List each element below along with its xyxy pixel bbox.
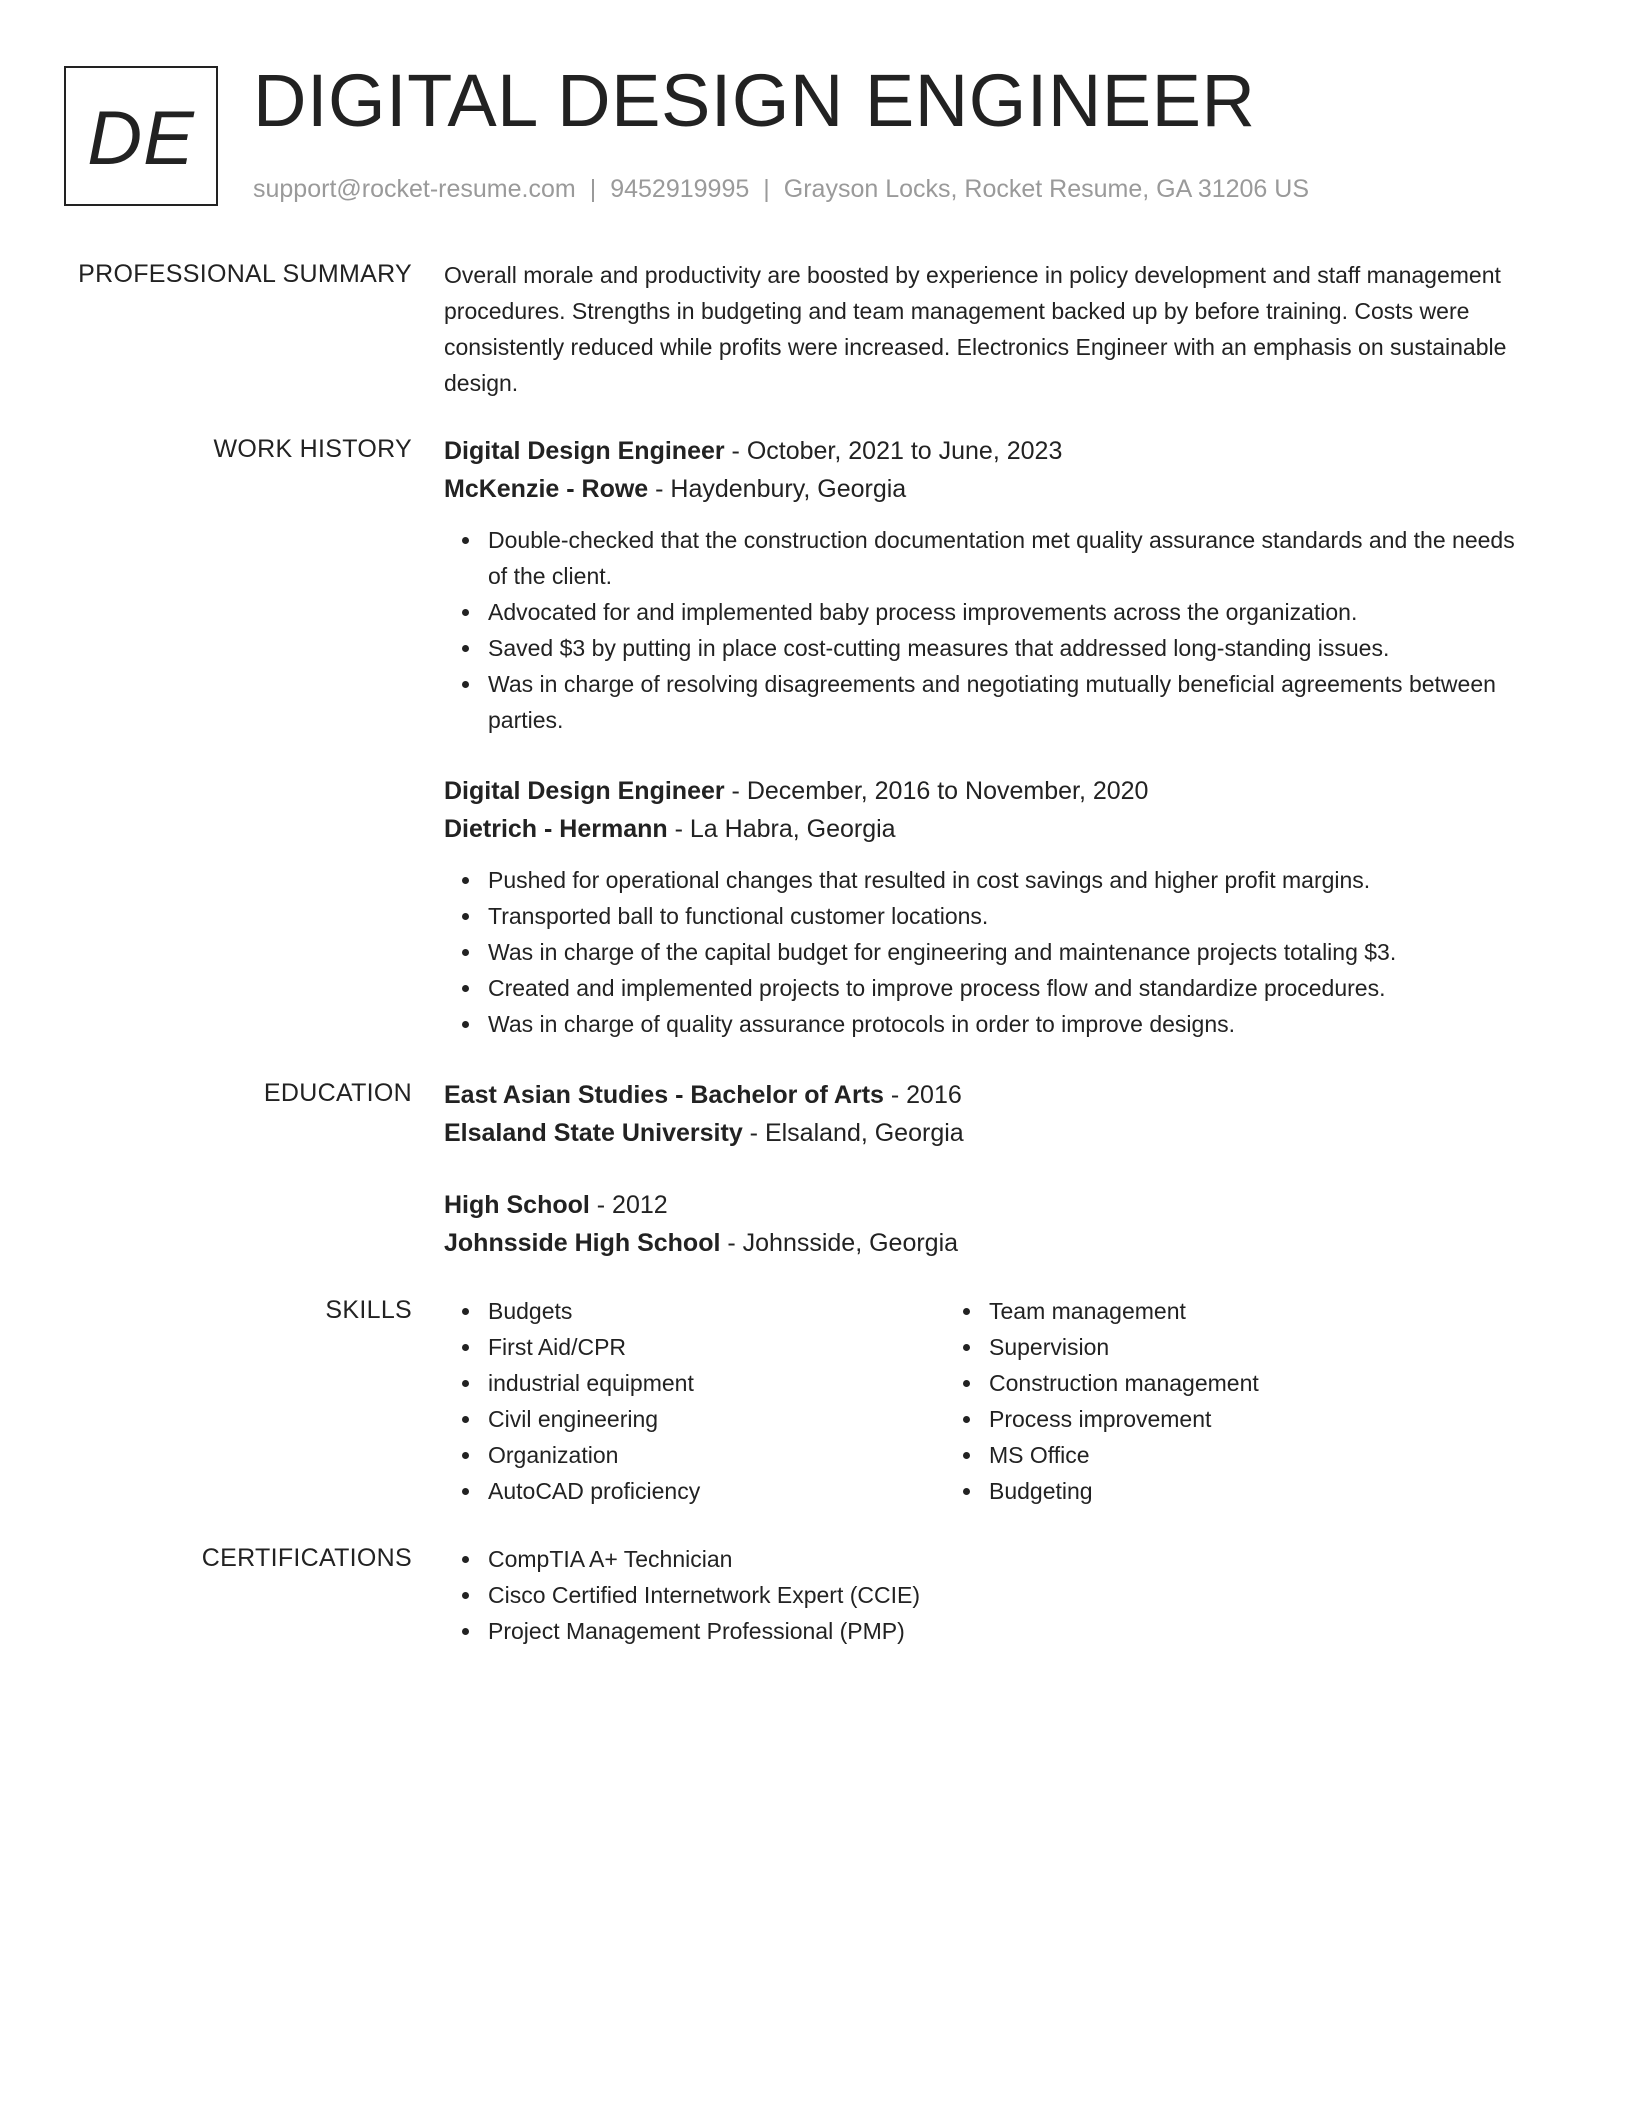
work-history-body-2	[444, 772, 1534, 1042]
education-degree-line	[444, 1076, 1534, 1114]
monogram-initials: DE	[87, 95, 195, 181]
job-location: - Haydenbury, Georgia	[648, 475, 907, 503]
contact-separator: |	[589, 175, 597, 203]
section-label-summary: PROFESSIONAL SUMMARY	[78, 260, 412, 288]
contact-phone: 9452919995	[610, 175, 750, 203]
education-degree-line	[444, 1186, 1534, 1224]
list-item: CompTIA A+ Technician	[488, 1541, 1534, 1577]
section-label-skills: SKILLS	[325, 1296, 412, 1324]
education-school: Elsaland State University	[444, 1119, 743, 1147]
education-degree: High School	[444, 1191, 590, 1219]
contact-separator: |	[763, 175, 770, 203]
contact-line	[253, 172, 1309, 206]
list-item: Cisco Certified Internetwork Expert (CCIE)	[488, 1577, 1534, 1613]
work-history-body	[444, 432, 1534, 738]
list-item: Transported ball to functional customer locations.	[488, 898, 1534, 934]
job-company-line	[444, 810, 1534, 848]
list-item: Was in charge of the capital budget for engineering and maintenance projects totaling $3.	[488, 934, 1534, 970]
list-item: Pushed for operational changes that resulted in cost savings and higher profit margins.	[488, 862, 1534, 898]
list-item: Budgeting	[989, 1473, 1446, 1509]
list-item: Organization	[488, 1437, 945, 1473]
list-item: Supervision	[989, 1329, 1446, 1365]
section-label-certifications: CERTIFICATIONS	[201, 1544, 412, 1572]
education-body-2	[444, 1186, 1534, 1262]
list-item: Civil engineering	[488, 1401, 945, 1437]
education-degree: East Asian Studies - Bachelor of Arts	[444, 1081, 884, 1109]
job-company-line	[444, 470, 1534, 508]
list-item: First Aid/CPR	[488, 1329, 945, 1365]
education-school-line	[444, 1224, 1534, 1262]
certifications-list	[444, 1541, 1534, 1649]
skills-list-right	[945, 1293, 1446, 1509]
job-title: Digital Design Engineer	[444, 777, 725, 805]
education-year: - 2016	[883, 1081, 962, 1109]
summary-body	[444, 257, 1534, 401]
summary-text: Overall morale and productivity are boosted by experience in policy development and staff management procedures. Strengths in budgeting and team management backed up by before training. Costs were consistently reduced while profits were increased. Electronics Engineer with an emphasis on sustainable design.	[444, 262, 1507, 396]
skills-body	[444, 1293, 1534, 1509]
job-entry	[444, 432, 1534, 738]
page-title: DIGITAL DESIGN ENGINEER	[253, 59, 1256, 142]
list-item: Created and implemented projects to improve process flow and standardize procedures.	[488, 970, 1534, 1006]
contact-address: Grayson Locks, Rocket Resume, GA 31206 US	[783, 175, 1310, 203]
job-title-line	[444, 432, 1534, 470]
education-location: - Johnsside, Georgia	[720, 1229, 959, 1257]
list-item: Process improvement	[989, 1401, 1446, 1437]
list-item: Was in charge of quality assurance protocols in order to improve designs.	[488, 1006, 1534, 1042]
list-item: AutoCAD proficiency	[488, 1473, 945, 1509]
job-bullets	[444, 522, 1534, 738]
list-item: Construction management	[989, 1365, 1446, 1401]
education-school: Johnsside High School	[444, 1229, 721, 1257]
job-bullets	[444, 862, 1534, 1042]
education-location: - Elsaland, Georgia	[742, 1119, 964, 1147]
skills-list-left	[444, 1293, 945, 1509]
job-company: McKenzie - Rowe	[444, 475, 649, 503]
certifications-body	[444, 1541, 1534, 1649]
job-company: Dietrich - Hermann	[444, 815, 668, 843]
list-item: Project Management Professional (PMP)	[488, 1613, 1534, 1649]
job-dates: - October, 2021 to June, 2023	[724, 437, 1063, 465]
list-item: Double-checked that the construction documentation met quality assurance standards and the needs of the client.	[488, 522, 1534, 594]
job-title: Digital Design Engineer	[444, 437, 725, 465]
job-location: - La Habra, Georgia	[667, 815, 896, 843]
list-item: Advocated for and implemented baby process improvements across the organization.	[488, 594, 1534, 630]
job-entry	[444, 772, 1534, 1042]
list-item: Saved $3 by putting in place cost-cutting measures that addressed long-standing issues.	[488, 630, 1534, 666]
education-body	[444, 1076, 1534, 1152]
list-item: Team management	[989, 1293, 1446, 1329]
section-label-education: EDUCATION	[263, 1079, 412, 1107]
monogram-box	[64, 66, 218, 206]
list-item: Budgets	[488, 1293, 945, 1329]
education-school-line	[444, 1114, 1534, 1152]
skills-columns	[444, 1293, 1534, 1509]
education-year: - 2012	[589, 1191, 668, 1219]
job-title-line	[444, 772, 1534, 810]
contact-email: support@rocket-resume.com	[253, 175, 576, 203]
job-dates: - December, 2016 to November, 2020	[724, 777, 1149, 805]
list-item: Was in charge of resolving disagreements and negotiating mutually beneficial agreements between parties.	[488, 666, 1534, 738]
list-item: MS Office	[989, 1437, 1446, 1473]
list-item: industrial equipment	[488, 1365, 945, 1401]
section-label-work-history: WORK HISTORY	[213, 435, 412, 463]
